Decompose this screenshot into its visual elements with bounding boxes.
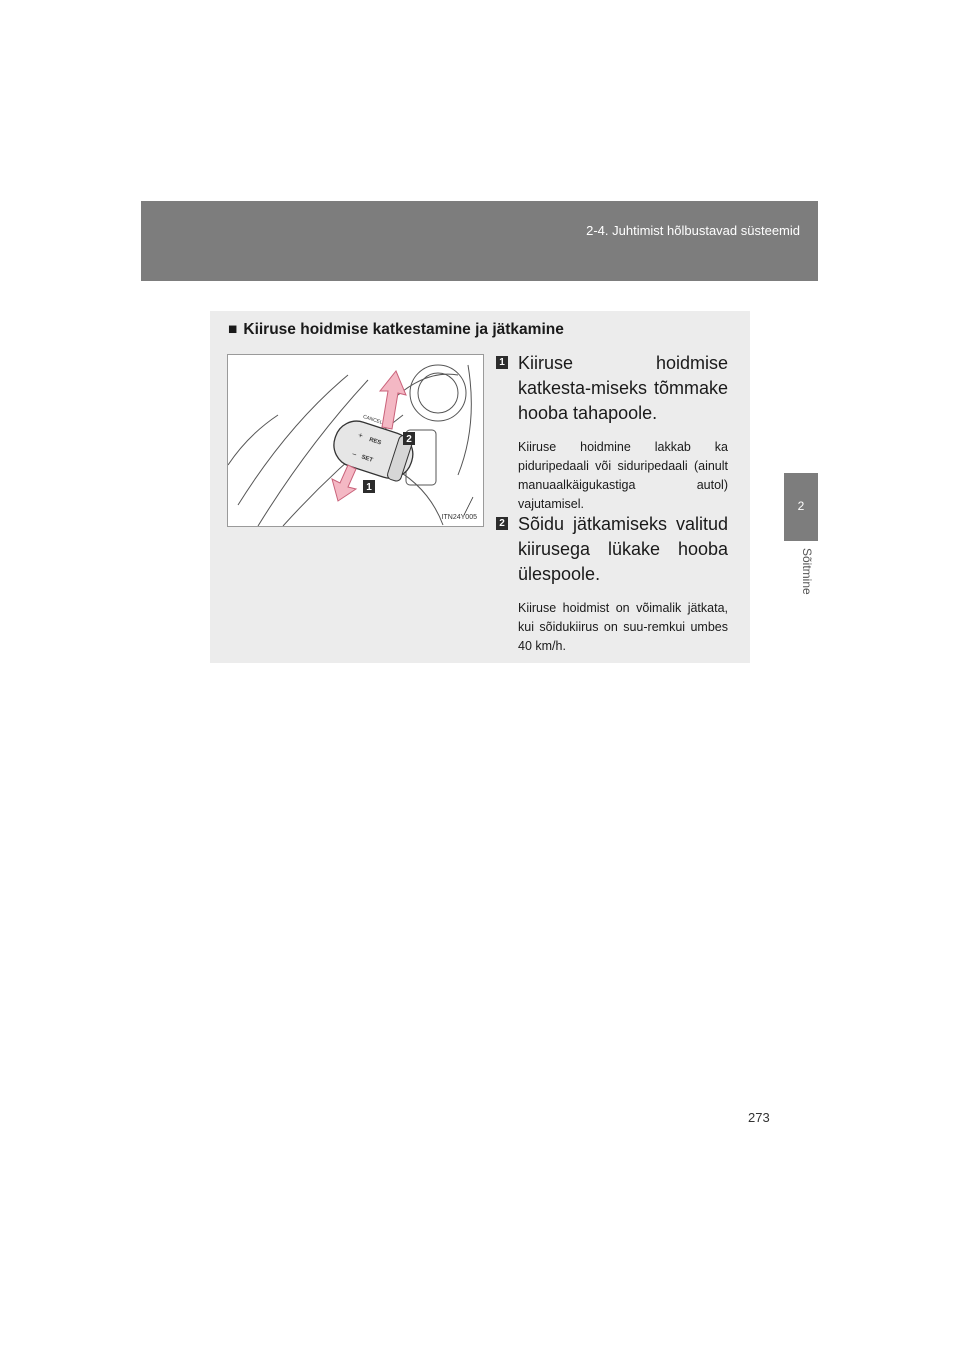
header-bar <box>141 201 818 281</box>
lever-label-minus: − <box>350 449 358 460</box>
lever-label-cancel: CANCEL <box>362 413 384 426</box>
page-number: 273 <box>748 1110 770 1125</box>
info-panel <box>210 311 750 663</box>
chapter-number: 2 <box>797 499 805 513</box>
step-1-number-icon: 1 <box>496 356 508 369</box>
step-1-note: Kiiruse hoidmine lakkab ka piduripedaali või siduripedaali (ainult manuaalkäigukastiga autol) vajutamisel. <box>518 440 728 511</box>
step-2-title: Sõidu jätkamiseks valitud kiirusega lükake hooba ülespoole. <box>518 514 728 584</box>
lever-drawing <box>228 355 483 526</box>
step-2-number-icon: 2 <box>496 517 508 530</box>
step-2-note: Kiiruse hoidmist on võimalik jätkata, kui sõidukiirus on suu-remkui umbes 40 km/h. <box>518 601 728 653</box>
step-2 <box>496 512 728 656</box>
step-1 <box>496 351 728 514</box>
cruise-lever-illustration <box>227 354 484 527</box>
lever-label-set: SET <box>360 454 374 464</box>
illustration-code: ITN24Y005 <box>441 514 477 521</box>
callout-1: 1 <box>366 482 372 493</box>
chapter-label: Sõitmine <box>800 548 814 595</box>
lever-label-plus: + <box>356 430 365 441</box>
pull-arrow-icon <box>332 465 356 501</box>
panel-heading <box>228 321 564 339</box>
panel-heading-text: Kiiruse hoidmise katkestamine ja jätkamine <box>243 321 564 338</box>
chapter-tab[interactable] <box>784 473 818 541</box>
section-title: 2-4. Juhtimist hõlbustavad süsteemid <box>586 223 800 238</box>
callout-2: 2 <box>406 434 412 445</box>
up-arrow-icon <box>380 371 406 429</box>
step-1-title: Kiiruse hoidmise katkesta-miseks tõmmake hooba tahapoole. <box>518 353 728 423</box>
square-bullet-icon: ■ <box>228 321 238 338</box>
lever-label-res: RES <box>368 437 382 447</box>
